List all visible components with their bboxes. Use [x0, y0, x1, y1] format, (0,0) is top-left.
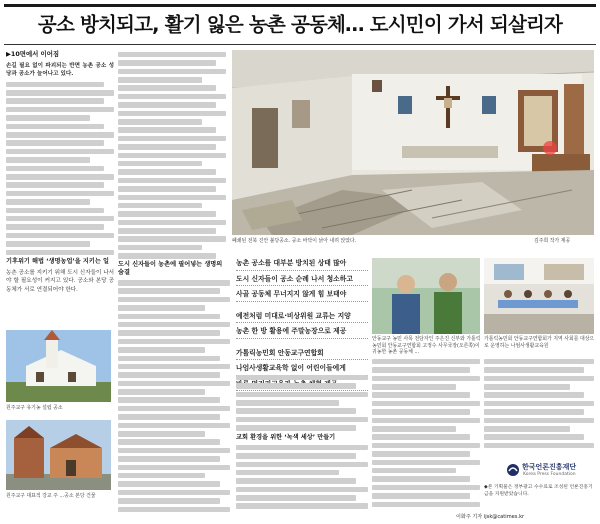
byline: 이화주 기자 ijsk@catimes.kr	[456, 514, 525, 520]
pull-quote-line: 도시 신자들이 공소 순례 나서 청소하고	[236, 274, 368, 287]
pull-quote-line: 예전처럼 미대로·비상위원 교류는 지양	[236, 311, 368, 324]
main-photo-caption	[232, 238, 482, 245]
church-exterior-photo-2	[6, 420, 111, 490]
pull-quote-line: 사골 공동체 무너지지 않게 힘 보태야	[236, 289, 368, 302]
column-4	[236, 372, 368, 520]
people-photo-caption: 안동교구 농민 사목 전담자인 주은진 신부와 가톨릭농민회 안동교구연합회 고정수 사무국장(오른쪽)이 귀농한 농촌 공동체 ...	[372, 336, 481, 355]
subhead-green-world: 교회 환경을 위한 ‘녹색 세상’ 만들기	[236, 433, 336, 441]
church-building-illustration	[6, 420, 111, 490]
logo-name: 한국언론진흥재단	[522, 463, 577, 471]
classroom-photo	[484, 258, 594, 334]
two-people-illustration	[372, 258, 480, 334]
foundation-emblem-icon	[506, 463, 520, 477]
column-3	[118, 258, 230, 520]
body-text-lines	[6, 82, 114, 255]
body-text-lines	[484, 359, 594, 448]
church-interior-illustration	[232, 50, 594, 235]
photo-1-caption: 원주교구 유기농 설립 공소	[6, 405, 63, 411]
column-1	[6, 49, 114, 293]
body-text-lines	[372, 359, 480, 507]
classroom-illustration	[484, 258, 594, 334]
photo-2-caption: 원주교구 대표적 강교 주 ...공소 본당 건물	[6, 493, 96, 499]
body-text-lines	[118, 52, 226, 259]
lead-paragraph: 손길 필요 없이 파괴되는 반면 농촌 공소 성당과 공소가 늘어나고 있다.	[6, 63, 114, 78]
pull-quote-line: 농촌 공소를 대부분 방치된 상태 많아	[236, 258, 368, 271]
continued-tag: ▶10면에서 이어짐	[6, 50, 60, 58]
headline: 공소 방치되고, 활기 잃은 농촌 공동체… 도시민이 가서 되살리자	[37, 13, 563, 36]
main-photo-credit: 김주희 작가 제공	[534, 238, 571, 244]
church-exterior-photo-1	[6, 330, 111, 402]
funding-footnote: ◆본 기획물은 정부광고 수수료로 조성된 언론진흥기금을 지원받았습니다.	[484, 485, 593, 497]
press-foundation-logo	[506, 462, 596, 482]
body-text-lines	[118, 280, 230, 512]
headline-rule	[4, 44, 596, 45]
body-text-lines	[236, 445, 368, 509]
body-paragraph: 농촌 공소를 지키기 위해 도시 신자들이 나서야 할 필요성이 커지고 있다. 공소와 본당 공동체가 서로 연결되어야 한다.	[6, 270, 114, 293]
pull-quote-line: 나엄사생활교육학 없이 어린이들에게	[236, 363, 368, 376]
main-photo-caption-text: 폐쇄된 전북 진안 불당공소. 공소 바닥이 낡아 내려 앉았다.	[232, 238, 357, 244]
subhead-generative-farming: 기후위기 해법 ‘생명농업’을 지키는 일	[6, 258, 109, 266]
column-6	[484, 356, 594, 460]
pull-quote-line: 가톨릭농민회 안동교구연합회	[236, 348, 368, 361]
top-rule	[4, 4, 596, 7]
subhead-urban-believers: 도시 신자들이 농촌에 필어넣는 생명의 숨결	[118, 261, 223, 276]
column-2	[118, 49, 226, 281]
column-5	[372, 356, 480, 520]
church-interior-photo	[232, 50, 594, 235]
classroom-photo-caption: 가톨릭농민회 안동교구연합회가 지역 사회를 대상으로 운영하는 나엄사생활교육원	[484, 336, 595, 349]
body-text-lines	[236, 375, 368, 431]
pull-quote-line: 농촌 한 방 활용에 주말농장으로 제공	[236, 326, 368, 339]
church-exterior-illustration	[6, 330, 111, 402]
people-photo	[372, 258, 480, 334]
logo-subtitle: Korea Press Foundation	[523, 472, 576, 477]
